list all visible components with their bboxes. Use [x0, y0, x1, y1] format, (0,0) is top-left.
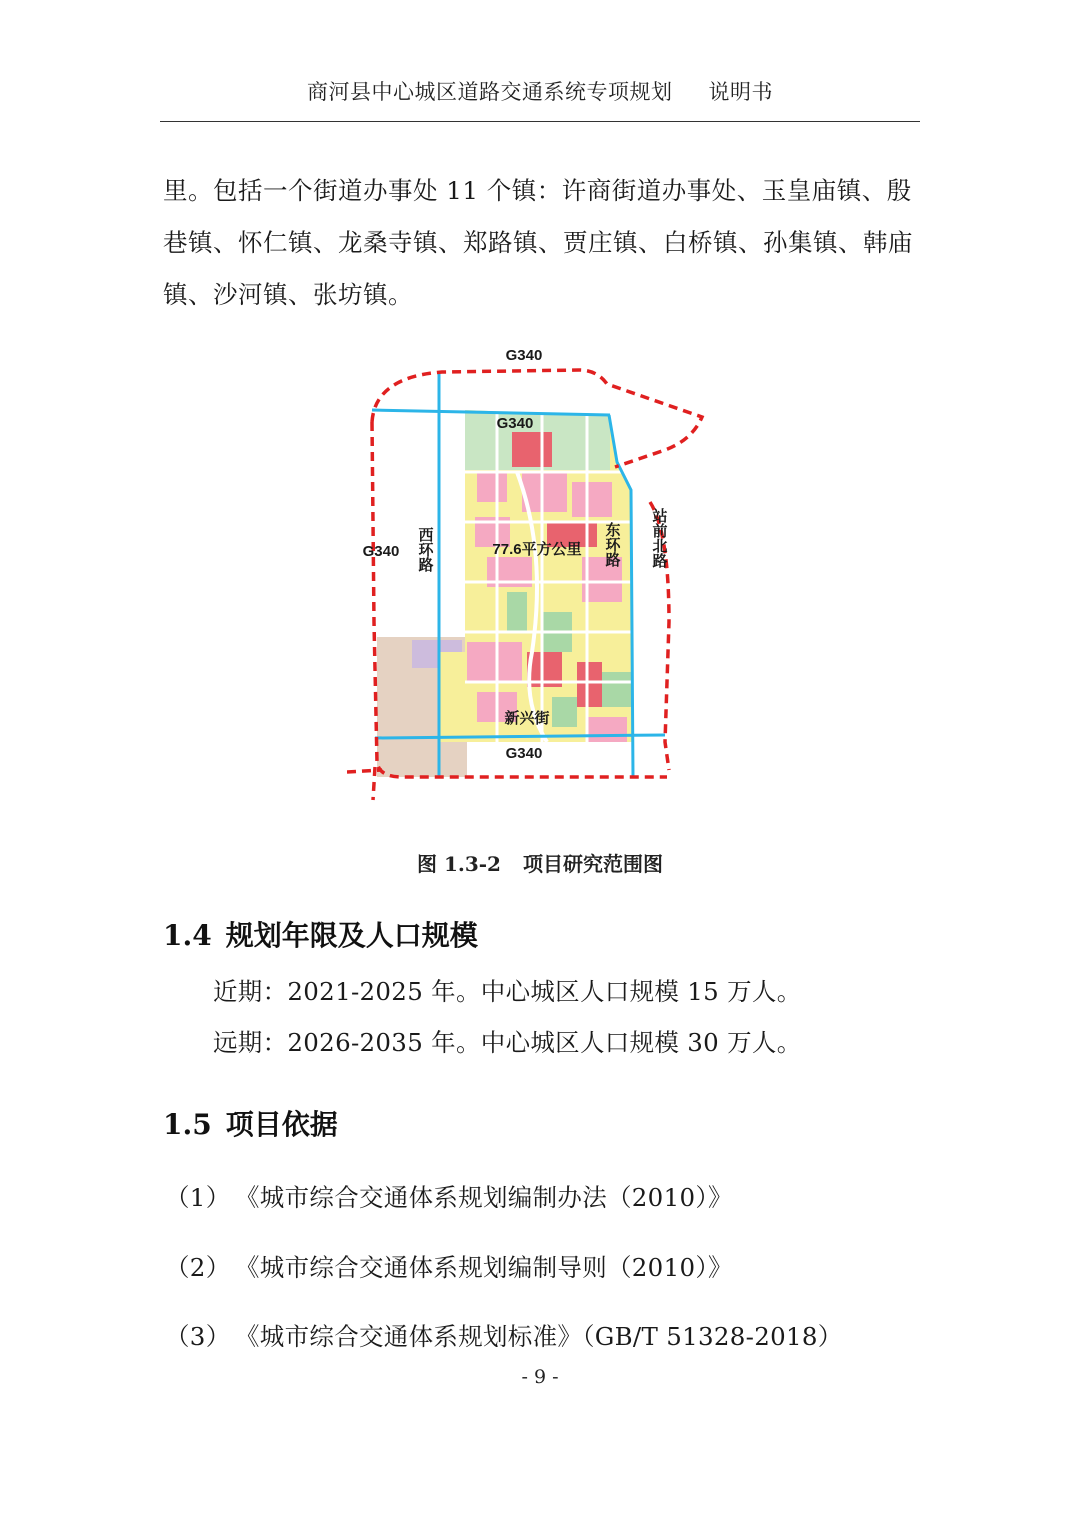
header-rule — [160, 121, 920, 122]
reference-text: 《城市综合交通体系规划标准》（GB/T 51328-2018） — [235, 1322, 843, 1351]
section-heading-1-4 — [163, 914, 478, 954]
header-title: 商河县中心城区道路交通系统专项规划 — [307, 80, 673, 104]
label-west-ring-road: 西环路 — [416, 527, 434, 572]
reference-item — [165, 1182, 733, 1214]
reference-number: （3） — [165, 1322, 231, 1351]
reference-text: 《城市综合交通体系规划编制导则（2010）》 — [235, 1253, 733, 1282]
caption-number: 图 1.3-2 — [417, 852, 501, 876]
map-svg — [347, 322, 727, 832]
label-g340-bottom: G340 — [505, 745, 543, 762]
label-g340-top-outer: G340 — [505, 347, 543, 364]
reference-item — [165, 1321, 843, 1353]
section-heading-1-5 — [163, 1103, 338, 1143]
reference-number: （2） — [165, 1253, 231, 1282]
label-area: 77.6平方公里 — [492, 541, 582, 558]
section-number: 1.4 — [163, 919, 212, 952]
study-area-map — [347, 322, 727, 832]
paragraph-line: 镇、沙河镇、张坊镇。 — [163, 280, 413, 309]
land-use-layer — [439, 410, 639, 750]
reference-text: 《城市综合交通体系规划编制办法（2010）》 — [235, 1183, 733, 1212]
reference-number: （1） — [165, 1183, 231, 1212]
section-title: 项目依据 — [225, 1108, 338, 1141]
paragraph-line: 巷镇、怀仁镇、龙桑寺镇、郑路镇、贾庄镇、白桥镇、孙集镇、韩庙 — [163, 228, 913, 257]
paragraph-line: 里。包括一个街道办事处 11 个镇：许商街道办事处、玉皇庙镇、殷 — [163, 176, 912, 205]
long-term-line: 远期：2026-2035 年。中心城区人口规模 30 万人。 — [213, 1028, 802, 1057]
page-header — [160, 76, 920, 106]
figure-caption — [160, 848, 920, 877]
label-zhanqian-north-road: 站前北路 — [650, 508, 668, 568]
section-number: 1.5 — [163, 1108, 212, 1141]
reference-item — [165, 1252, 733, 1284]
header-subtitle: 说明书 — [708, 80, 773, 104]
intro-paragraph — [163, 165, 918, 321]
label-east-ring-road: 东环路 — [603, 522, 621, 567]
caption-text: 项目研究范围图 — [522, 852, 663, 876]
near-term-line: 近期：2021-2025 年。中心城区人口规模 15 万人。 — [213, 977, 802, 1006]
page-number: - 9 - — [521, 1366, 559, 1388]
label-xinxing-street: 新兴街 — [504, 710, 550, 727]
section-title: 规划年限及人口规模 — [225, 919, 478, 952]
label-g340-west: G340 — [362, 543, 400, 560]
label-g340-top-inner: G340 — [496, 415, 534, 432]
